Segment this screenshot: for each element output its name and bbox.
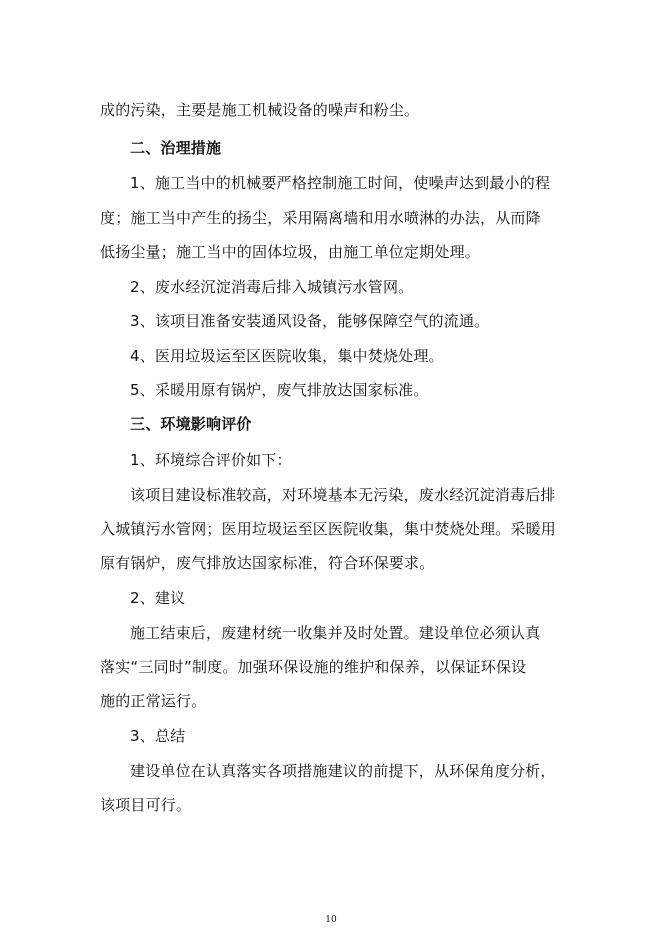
- paragraph-line: 该项目可行。: [100, 796, 192, 814]
- paragraph-line: 3、总结: [130, 727, 186, 745]
- paragraph-line: 落实“三同时”制度。加强环保设施的维护和保养，以保证环保设: [100, 658, 527, 676]
- page-number: 10: [325, 915, 337, 925]
- paragraph-line: 5、采暖用原有锅炉，废气排放达国家标准。: [130, 381, 429, 399]
- paragraph-line: 原有锅炉，废气排放达国家标准，符合环保要求。: [100, 554, 435, 572]
- paragraph-line: 度；施工当中产生的扬尘，采用隔离墙和用水喷淋的办法，从而降: [100, 209, 541, 227]
- section-heading: 三、环境影响评价: [130, 415, 252, 433]
- paragraph-line: 4、医用垃圾运至区医院收集，集中焚烧处理。: [130, 347, 444, 365]
- paragraph-line: 3、该项目准备安装通风设备，能够保障空气的流通。: [130, 312, 490, 330]
- paragraph-line: 施的正常运行。: [100, 692, 207, 710]
- paragraph-line: 建设单位在认真落实各项措施建议的前提下，从环保角度分析，: [130, 762, 556, 780]
- paragraph-line: 成的污染，主要是施工机械设备的噪声和粉尘。: [100, 101, 420, 119]
- paragraph-line: 2、废水经沉淀消毒后排入城镇污水管网。: [130, 278, 414, 296]
- paragraph-line: 该项目建设标准较高，对环境基本无污染，废水经沉淀消毒后排: [130, 486, 556, 504]
- paragraph-line: 1、环境综合评价如下：: [130, 451, 292, 469]
- paragraph-line: 2、建议: [130, 589, 186, 607]
- section-heading: 二、治理措施: [130, 139, 222, 157]
- paragraph-line: 1、施工当中的机械要严格控制施工时间，使噪声达到最小的程: [130, 174, 551, 192]
- paragraph-line: 施工结束后，废建材统一收集并及时处置。建设单位必须认真: [130, 624, 541, 642]
- paragraph-line: 低扬尘量；施工当中的固体垃圾，由施工单位定期处理。: [100, 243, 481, 261]
- paragraph-line: 入城镇污水管网；医用垃圾运至区医院收集，集中焚烧处理。采暖用: [100, 520, 557, 538]
